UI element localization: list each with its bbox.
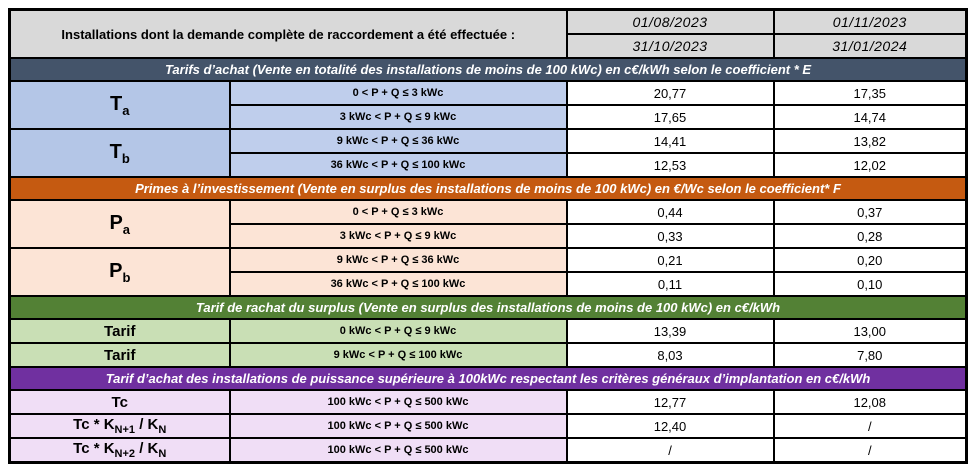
value-cell: 14,41 bbox=[567, 129, 774, 153]
condition-cell: 0 kWc < P + Q ≤ 9 kWc bbox=[230, 319, 567, 343]
row-tb-1 bbox=[10, 129, 967, 153]
section-bar-tarifs-achat bbox=[10, 58, 967, 81]
value-cell: 8,03 bbox=[567, 343, 774, 367]
value-cell: 0,37 bbox=[774, 200, 967, 224]
value-cell: 17,35 bbox=[774, 81, 967, 105]
section-title-tarifs-achat: Tarifs d’achat (Vente en totalité des installations de moins de 100 kWc) en c€/kWh selon le coefficient * E bbox=[10, 58, 967, 81]
value-cell: / bbox=[774, 414, 967, 438]
section-title-rachat-surplus: Tarif de rachat du surplus (Vente en surplus des installations de moins de 100 kWc) en c€/kWh bbox=[10, 296, 967, 319]
section-bar-primes bbox=[10, 177, 967, 200]
row-label-tarif: Tarif bbox=[10, 319, 230, 343]
value-cell: 0,11 bbox=[567, 272, 774, 296]
value-cell: 12,02 bbox=[774, 153, 967, 177]
period1-end-date: 31/10/2023 bbox=[567, 34, 774, 58]
tc-kn1-sub2: N bbox=[158, 424, 167, 436]
value-cell: 7,80 bbox=[774, 343, 967, 367]
value-cell: 17,65 bbox=[567, 105, 774, 129]
tc-kn2-mid: / K bbox=[135, 440, 159, 457]
period1-start-date: 01/08/2023 bbox=[567, 10, 774, 35]
header-row-1 bbox=[10, 10, 967, 35]
value-cell: 14,74 bbox=[774, 105, 967, 129]
period2-start-date: 01/11/2023 bbox=[774, 10, 967, 35]
condition-cell: 9 kWc < P + Q ≤ 36 kWc bbox=[230, 248, 567, 272]
condition-cell: 0 < P + Q ≤ 3 kWc bbox=[230, 81, 567, 105]
condition-cell: 100 kWc < P + Q ≤ 500 kWc bbox=[230, 438, 567, 463]
period2-end-date: 31/01/2024 bbox=[774, 34, 967, 58]
row-ta-1 bbox=[10, 81, 967, 105]
row-label-tc-kn1 bbox=[10, 414, 230, 438]
tc-kn2-sub1: N+2 bbox=[114, 448, 136, 460]
value-cell: 12,53 bbox=[567, 153, 774, 177]
value-cell: 13,39 bbox=[567, 319, 774, 343]
value-cell: 0,44 bbox=[567, 200, 774, 224]
row-label-ta bbox=[10, 81, 230, 129]
value-cell: 0,28 bbox=[774, 224, 967, 248]
row-tc-kn1 bbox=[10, 414, 967, 438]
tb-subscript: b bbox=[121, 150, 130, 166]
ta-letter: T bbox=[110, 92, 123, 115]
tc-kn2-pre: Tc * K bbox=[73, 440, 115, 457]
pb-letter: P bbox=[109, 259, 123, 282]
row-tarif-2 bbox=[10, 343, 967, 367]
pb-subscript: b bbox=[122, 269, 131, 285]
row-label-tb bbox=[10, 129, 230, 177]
condition-cell: 3 kWc < P + Q ≤ 9 kWc bbox=[230, 224, 567, 248]
row-label-tc: Tc bbox=[10, 390, 230, 414]
row-label-pa bbox=[10, 200, 230, 248]
ta-subscript: a bbox=[122, 102, 130, 118]
value-cell: 12,40 bbox=[567, 414, 774, 438]
row-label-pb bbox=[10, 248, 230, 296]
row-tarif-1 bbox=[10, 319, 967, 343]
pa-letter: P bbox=[109, 211, 123, 234]
row-pb-1 bbox=[10, 248, 967, 272]
value-cell: 0,20 bbox=[774, 248, 967, 272]
value-cell: 12,08 bbox=[774, 390, 967, 414]
condition-cell: 36 kWc < P + Q ≤ 100 kWc bbox=[230, 153, 567, 177]
section-bar-sup-100kwc bbox=[10, 367, 967, 390]
section-title-primes: Primes à l’investissement (Vente en surplus des installations de moins de 100 kWc) en €/Wc selon le coefficient* F bbox=[10, 177, 967, 200]
condition-cell: 100 kWc < P + Q ≤ 500 kWc bbox=[230, 414, 567, 438]
condition-cell: 9 kWc < P + Q ≤ 100 kWc bbox=[230, 343, 567, 367]
row-label-tc-kn2 bbox=[10, 438, 230, 463]
tb-letter: T bbox=[109, 140, 122, 163]
header-title: Installations dont la demande complète de raccordement a été effectuée : bbox=[10, 10, 567, 59]
row-pa-1 bbox=[10, 200, 967, 224]
value-cell: 20,77 bbox=[567, 81, 774, 105]
condition-cell: 0 < P + Q ≤ 3 kWc bbox=[230, 200, 567, 224]
tc-kn1-sub1: N+1 bbox=[114, 424, 136, 436]
condition-cell: 36 kWc < P + Q ≤ 100 kWc bbox=[230, 272, 567, 296]
value-cell: 13,00 bbox=[774, 319, 967, 343]
tariff-table bbox=[8, 8, 968, 464]
value-cell: / bbox=[567, 438, 774, 463]
tc-kn1-pre: Tc * K bbox=[73, 416, 115, 433]
tc-kn2-sub2: N bbox=[158, 448, 167, 460]
value-cell: 0,10 bbox=[774, 272, 967, 296]
condition-cell: 100 kWc < P + Q ≤ 500 kWc bbox=[230, 390, 567, 414]
section-title-sup-100kwc: Tarif d’achat des installations de puissance supérieure à 100kWc respectant les critères généraux d’implantation en c€/kWh bbox=[10, 367, 967, 390]
row-label-tarif: Tarif bbox=[10, 343, 230, 367]
value-cell: 0,21 bbox=[567, 248, 774, 272]
section-bar-rachat-surplus bbox=[10, 296, 967, 319]
pa-subscript: a bbox=[122, 221, 131, 237]
condition-cell: 9 kWc < P + Q ≤ 36 kWc bbox=[230, 129, 567, 153]
value-cell: 0,33 bbox=[567, 224, 774, 248]
value-cell: 12,77 bbox=[567, 390, 774, 414]
condition-cell: 3 kWc < P + Q ≤ 9 kWc bbox=[230, 105, 567, 129]
tc-kn1-mid: / K bbox=[135, 416, 159, 433]
value-cell: 13,82 bbox=[774, 129, 967, 153]
row-tc-kn2 bbox=[10, 438, 967, 463]
value-cell: / bbox=[774, 438, 967, 463]
row-tc bbox=[10, 390, 967, 414]
